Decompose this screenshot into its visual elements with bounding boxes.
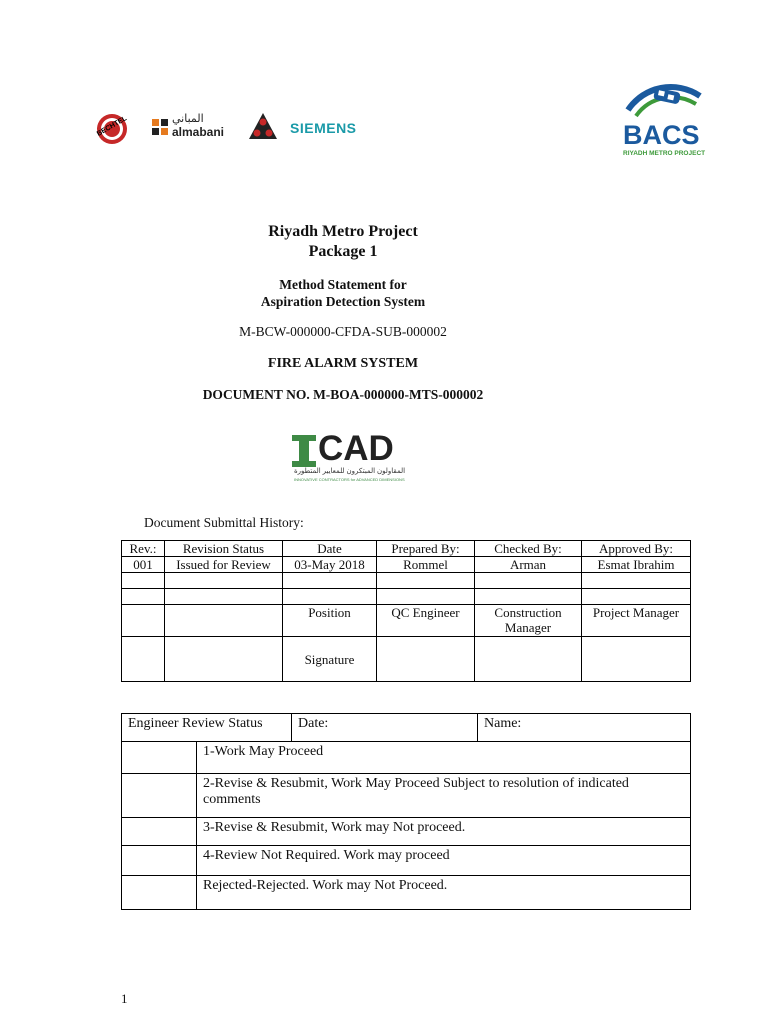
review-option-3 — [122, 818, 691, 846]
position-label: Position — [283, 605, 377, 637]
icad-subtext: INNOVATIVE CONTRACTORS for ADVANCED DIMENSIONS — [294, 477, 405, 482]
system-subtitle: Aspiration Detection System — [260, 294, 426, 309]
review-option-1 — [122, 742, 691, 774]
almabani-text: almabani — [172, 125, 225, 139]
engineer-review-status-label: Engineer Review Status — [122, 714, 292, 742]
review-option-5-label: Rejected-Rejected. Work may Not Proceed. — [197, 876, 691, 910]
header-prepared-by: Prepared By: — [377, 541, 475, 557]
bacs-logo-text: BACS — [623, 120, 700, 150]
submittal-code: M-BCW-000000-CFDA-SUB-000002 — [239, 324, 447, 339]
review-option-3-label: 3-Revise & Resubmit, Work may Not proceed. — [197, 818, 691, 846]
cell-checked-by: Arman — [475, 557, 582, 573]
review-option-2-check[interactable] — [122, 774, 197, 818]
system-name: FIRE ALARM SYSTEM — [267, 356, 419, 371]
review-date-label: Date: — [292, 714, 478, 742]
header-rev: Rev.: — [122, 541, 165, 557]
icad-arabic-text: المقاولون المبتكرون للمعايير المتطورة — [294, 468, 406, 475]
method-statement-title: Method Statement for — [279, 277, 407, 292]
almabani-arabic-text: المباني — [172, 113, 204, 125]
position-construction-manager: Construction Manager — [475, 605, 582, 637]
triangle-logo — [248, 112, 278, 140]
signature-row — [122, 637, 691, 682]
cell-date: 03-May 2018 — [283, 557, 377, 573]
position-qc-engineer: QC Engineer — [377, 605, 475, 637]
cell-revision-status: Issued for Review — [165, 557, 283, 573]
signature-construction-manager[interactable] — [475, 637, 582, 682]
table-row-empty — [122, 573, 691, 589]
signature-label: Signature — [283, 637, 377, 682]
review-option-3-check[interactable] — [122, 818, 197, 846]
cell-prepared-by: Rommel — [377, 557, 475, 573]
header-checked-by: Checked By: — [475, 541, 582, 557]
review-option-5 — [122, 876, 691, 910]
project-title: Riyadh Metro Project — [268, 223, 418, 240]
icad-logo-text: CAD — [318, 429, 394, 468]
review-option-4-label: 4-Review Not Required. Work may proceed — [197, 846, 691, 876]
cell-approved-by: Esmat Ibrahim — [582, 557, 691, 573]
review-option-4-check[interactable] — [122, 846, 197, 876]
bechtel-logo — [94, 113, 130, 145]
position-row — [122, 605, 691, 637]
signature-project-manager[interactable] — [582, 637, 691, 682]
document-number: DOCUMENT NO. M-BOA-000000-MTS-000002 — [202, 387, 484, 402]
header-revision-status: Revision Status — [165, 541, 283, 557]
table-header-row — [122, 541, 691, 557]
engineer-review-table — [121, 713, 691, 910]
page-number: 1 — [121, 991, 128, 1006]
submittal-history-label: Document Submittal History: — [144, 515, 304, 530]
review-option-5-check[interactable] — [122, 876, 197, 910]
header-approved-by: Approved By: — [582, 541, 691, 557]
bechtel-logo-text: BECHTEL — [95, 115, 129, 138]
review-option-4 — [122, 846, 691, 876]
bacs-logo — [620, 80, 710, 160]
signature-qc-engineer[interactable] — [377, 637, 475, 682]
position-project-manager: Project Manager — [582, 605, 691, 637]
table-row-empty — [122, 589, 691, 605]
almabani-logo — [150, 114, 230, 140]
review-option-2-label: 2-Revise & Resubmit, Work May Proceed Subject to resolution of indicated comments — [197, 774, 691, 818]
review-option-1-check[interactable] — [122, 742, 197, 774]
submittal-history-table — [121, 540, 691, 682]
bacs-logo-subtext: RIYADH METRO PROJECT — [623, 150, 706, 157]
cell-rev: 001 — [122, 557, 165, 573]
siemens-logo: SIEMENS — [290, 120, 357, 136]
review-option-1-label: 1-Work May Proceed — [197, 742, 691, 774]
table-row — [122, 557, 691, 573]
header-date: Date — [283, 541, 377, 557]
package-title: Package 1 — [308, 243, 378, 260]
review-header-row — [122, 714, 691, 742]
review-name-label: Name: — [478, 714, 691, 742]
review-option-2 — [122, 774, 691, 818]
icad-logo — [292, 429, 406, 485]
